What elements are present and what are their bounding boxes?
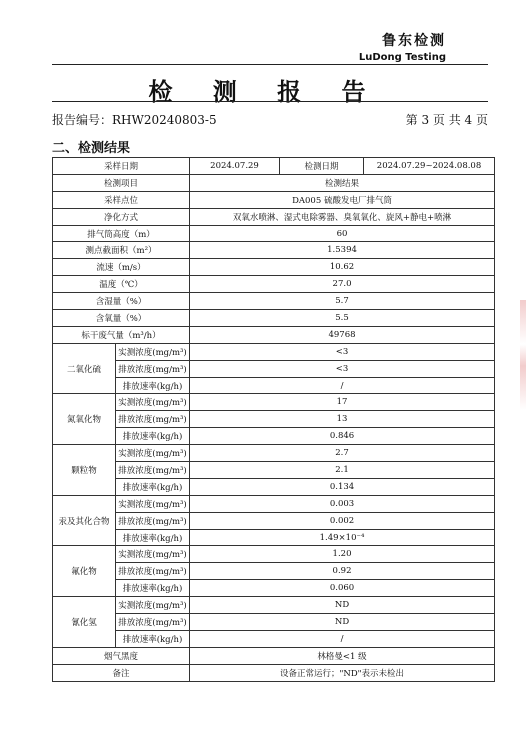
result-header: 检测结果 <box>190 174 495 191</box>
pollutant-value: 0.002 <box>190 512 495 529</box>
param-value: 1.5394 <box>190 242 495 259</box>
pollutant-row <box>53 478 495 495</box>
date-row <box>53 158 495 175</box>
pollutant-row <box>53 597 495 614</box>
param-label: 标干废气量（m³/h） <box>53 326 190 343</box>
item-header: 检测项目 <box>53 174 190 191</box>
page-indicator: 第 3 页 共 4 页 <box>405 113 488 127</box>
pollutant-value: ND <box>190 597 495 614</box>
pollutant-value: 0.92 <box>190 563 495 580</box>
brand-block <box>359 30 446 63</box>
note-label: 备注 <box>53 664 190 681</box>
pollutant-metric: 排放速率(kg/h) <box>116 630 190 647</box>
section-title: 二、检测结果 <box>52 141 131 156</box>
param-row <box>53 242 495 259</box>
pollutant-row <box>53 428 495 445</box>
pollutant-metric: 排放速率(kg/h) <box>116 428 190 445</box>
param-label: 含氧量（%） <box>53 310 190 327</box>
pollutant-metric: 排放浓度(mg/m³) <box>116 462 190 479</box>
pollutant-value: 1.20 <box>190 546 495 563</box>
sampling-date-value: 2024.07.29 <box>190 158 280 175</box>
param-row <box>53 276 495 293</box>
pollutant-row <box>53 563 495 580</box>
pollutant-row <box>53 360 495 377</box>
pollutant-value: 0.846 <box>190 428 495 445</box>
pollutant-metric: 实测浓度(mg/m³) <box>116 343 190 360</box>
pollutant-metric: 排放速率(kg/h) <box>116 529 190 546</box>
pollutant-row <box>53 411 495 428</box>
pollutant-value: 13 <box>190 411 495 428</box>
param-label: 流速（m/s） <box>53 259 190 276</box>
param-label: 排气筒高度（m） <box>53 225 190 242</box>
results-table <box>52 157 495 682</box>
sampling-date-label: 采样日期 <box>53 158 190 175</box>
pollutant-metric: 排放浓度(mg/m³) <box>116 563 190 580</box>
note-value: 设备正常运行；"ND"表示未检出 <box>190 664 495 681</box>
param-value: 49768 <box>190 326 495 343</box>
pollutant-name: 汞及其化合物 <box>53 495 116 546</box>
pollutant-row <box>53 394 495 411</box>
pollutant-row <box>53 462 495 479</box>
pollutant-value: 2.7 <box>190 445 495 462</box>
brand-name-en: LuDong Testing <box>358 52 446 63</box>
pollutant-metric: 实测浓度(mg/m³) <box>116 546 190 563</box>
edge-stamp-mark <box>520 300 526 410</box>
pollutant-metric: 排放浓度(mg/m³) <box>116 512 190 529</box>
title-rule <box>52 101 488 102</box>
pollutant-name: 氰化氢 <box>53 597 116 648</box>
pollutant-value: <3 <box>190 343 495 360</box>
pollutant-value: 0.060 <box>190 580 495 597</box>
pollutant-metric: 实测浓度(mg/m³) <box>116 495 190 512</box>
param-row <box>53 259 495 276</box>
pollutant-value: 2.1 <box>190 462 495 479</box>
pollutant-name: 氮氧化物 <box>53 394 116 445</box>
pollutant-metric: 排放速率(kg/h) <box>116 377 190 394</box>
brand-name-cn: 鲁东检测 <box>382 33 446 49</box>
param-row <box>53 293 495 310</box>
header-row <box>53 174 495 191</box>
param-row <box>53 310 495 327</box>
report-number: 报告编号：RHW20240803-5 <box>52 113 217 127</box>
pollutant-name: 二氧化硫 <box>53 343 116 394</box>
pollutant-row <box>53 445 495 462</box>
pollutant-metric: 排放浓度(mg/m³) <box>116 411 190 428</box>
param-value: 5.5 <box>190 310 495 327</box>
test-date-label: 检测日期 <box>280 158 364 175</box>
pollutant-row <box>53 580 495 597</box>
param-label: 含湿量（%） <box>53 293 190 310</box>
pollutant-value: 0.134 <box>190 478 495 495</box>
pollutant-metric: 排放速率(kg/h) <box>116 580 190 597</box>
param-value: 10.62 <box>190 259 495 276</box>
param-value: 双氧水喷淋、湿式电除雾器、臭氧氧化、旋风+静电+喷淋 <box>190 208 495 225</box>
param-row <box>53 191 495 208</box>
pollutant-value: 0.003 <box>190 495 495 512</box>
param-label: 采样点位 <box>53 191 190 208</box>
pollutant-row <box>53 377 495 394</box>
param-label: 温度（℃） <box>53 276 190 293</box>
pollutant-value: 1.49×10⁻⁴ <box>190 529 495 546</box>
pollutant-metric: 排放浓度(mg/m³) <box>116 360 190 377</box>
pollutant-row <box>53 529 495 546</box>
param-row <box>53 208 495 225</box>
param-row <box>53 225 495 242</box>
param-row <box>53 326 495 343</box>
pollutant-metric: 实测浓度(mg/m³) <box>116 445 190 462</box>
pollutant-metric: 实测浓度(mg/m³) <box>116 597 190 614</box>
test-date-value: 2024.07.29~2024.08.08 <box>364 158 495 175</box>
pollutant-row <box>53 630 495 647</box>
pollutant-value: / <box>190 377 495 394</box>
pollutant-metric: 排放浓度(mg/m³) <box>116 614 190 631</box>
pollutant-row <box>53 495 495 512</box>
pollutant-value: / <box>190 630 495 647</box>
pollutant-row <box>53 343 495 360</box>
pollutant-value: ND <box>190 614 495 631</box>
param-value: 27.0 <box>190 276 495 293</box>
pollutant-value: 17 <box>190 394 495 411</box>
pollutant-value: <3 <box>190 360 495 377</box>
page-title: 检 测 报 告 <box>148 77 382 106</box>
pollutant-name: 颗粒物 <box>53 445 116 496</box>
smoke-row <box>53 647 495 664</box>
param-label: 净化方式 <box>53 208 190 225</box>
pollutant-row <box>53 512 495 529</box>
pollutant-name: 氟化物 <box>53 546 116 597</box>
pollutant-metric: 实测浓度(mg/m³) <box>116 394 190 411</box>
pollutant-row <box>53 614 495 631</box>
param-label: 测点截面积（m²） <box>53 242 190 259</box>
note-row <box>53 664 495 681</box>
param-value: 5.7 <box>190 293 495 310</box>
smoke-label: 烟气黑度 <box>53 647 190 664</box>
pollutant-row <box>53 546 495 563</box>
smoke-value: 林格曼<1 级 <box>190 647 495 664</box>
param-value: 60 <box>190 225 495 242</box>
param-value: DA005 硫酸发电厂排气筒 <box>190 191 495 208</box>
pollutant-metric: 排放速率(kg/h) <box>116 478 190 495</box>
header-rule <box>52 64 488 65</box>
